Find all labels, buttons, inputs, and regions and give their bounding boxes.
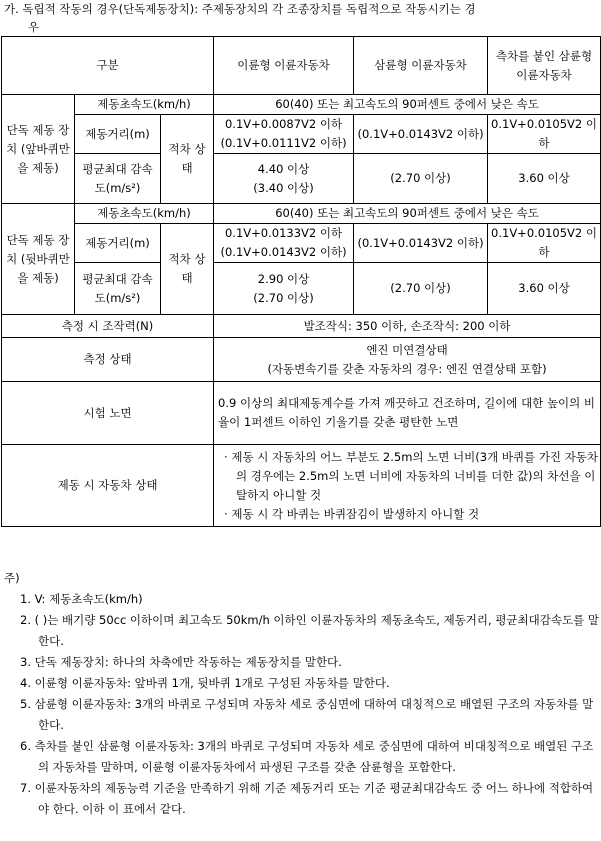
vehicle-bullet-1: · 제동 시 자동차의 어느 부분도 2.5m의 노면 너비(3개 바퀴를 가진 자동차의 경우에는 2.5m의 노면 너비에 자동차의 너비를 더한 값)의 차선을 이탈하지 아니할 것 [224,449,599,502]
table-row [2,315,601,338]
rear-decel-col2: (2.70 이상) [354,263,488,315]
front-decel-col1-b: (3.40 이상) [253,180,314,195]
rear-distance-col1-b: (0.1V+0.0143V2 이하) [220,245,347,259]
header-category: 구분 [2,37,214,95]
table-row [2,338,601,382]
rear-distance-col1 [214,224,354,263]
table-row [2,95,601,115]
table-row [2,154,601,204]
rear-decel-col1-b: (2.70 이상) [253,290,314,305]
rear-decel-col1-a: 2.90 이상 [257,271,310,286]
note-item: 2. ( )는 배기량 50cc 이하이며 최고속도 50km/h 이하인 이륜자동차의 제동초속도, 제동거리, 평균최대감속도를 말한다. [20,613,599,648]
table-row [2,263,601,315]
front-distance-col2: (0.1V+0.0143V2 이하) [354,115,488,154]
rear-decel-col1 [214,263,354,315]
measure-value [214,338,601,382]
notes-list [0,589,601,820]
header-sidecar: 측차를 붙인 삼륜형 이륜자동차 [488,37,601,95]
force-label: 측정 시 조작력(N) [2,315,214,338]
header-three-wheel: 삼륜형 이륜자동차 [354,37,488,95]
notes-section [0,568,601,820]
front-state-label: 적차 상태 [161,115,214,204]
rear-init-speed-value: 60(40) 또는 최고속도의 90퍼센트 중에서 낮은 속도 [214,204,601,224]
front-init-speed-value: 60(40) 또는 최고속도의 90퍼센트 중에서 낮은 속도 [214,95,601,115]
rear-decel-col3: 3.60 이상 [488,263,601,315]
note-item: 5. 삼륜형 이륜자동차: 3개의 바퀴로 구성되며 자동차 세로 중심면에 대하여 대칭적으로 배열된 구조의 자동차를 말한다. [20,697,594,732]
measure-line-2: (자동변속기를 갖춘 자동차의 경우: 엔진 연결상태 포함) [267,361,547,376]
note-item: 1. V: 제동초속도(km/h) [20,592,143,606]
heading-line-1: 가. 독립적 작동의 경우(단독제동장치): 주제동장치의 각 조종장치를 독립적으로 작동시키는 경 [4,2,476,16]
rear-init-speed-label: 제동초속도(km/h) [75,204,214,224]
note-item: 4. 이륜형 이륜자동차: 앞바퀴 1개, 뒷바퀴 1개로 구성된 자동차를 말한다. [20,676,390,690]
vehicle-value [214,445,601,527]
front-decel-col1 [214,154,354,204]
table-row [2,204,601,224]
table-header-row [2,37,601,95]
front-distance-col3: 0.1V+0.0105V2 이하 [488,115,601,154]
front-distance-col1-a: 0.1V+0.0087V2 이하 [224,117,343,131]
force-value: 발조작식: 350 이하, 손조작식: 200 이하 [214,315,601,338]
rear-distance-col3: 0.1V+0.0105V2 이하 [488,224,601,263]
heading-line-2: 우 [28,20,40,34]
front-group-label: 단독 제동 장치 (앞바퀴만을 제동) [2,95,75,204]
front-decel-label: 평균최대 감속도(m/s²) [75,154,161,204]
table-row [2,224,601,263]
rear-distance-col1-a: 0.1V+0.0133V2 이하 [224,226,343,240]
front-init-speed-label: 제동초속도(km/h) [75,95,214,115]
note-item: 6. 측차를 붙인 삼륜형 이륜자동차: 3개의 바퀴로 구성되며 자동차 세로 중심면에 대하여 비대칭적으로 배열된 구조의 자동차를 말하며, 이륜형 이륜자동차에서 파생된 구조를 갖춘 삼륜형을 포함한다. [20,739,594,774]
front-distance-col1-b: (0.1V+0.0111V2 이하) [220,136,347,150]
front-distance-label: 제동거리(m) [75,115,161,154]
rear-state-label: 적차 상태 [161,224,214,315]
rear-distance-label: 제동거리(m) [75,224,161,263]
road-label: 시험 노면 [2,382,214,445]
rear-group-label: 단독 제동 장치 (뒷바퀴만을 제동) [2,204,75,315]
notes-title: 주) [4,571,20,585]
front-decel-col3: 3.60 이상 [488,154,601,204]
header-two-wheel: 이륜형 이륜자동차 [214,37,354,95]
road-value: 0.9 이상의 최대제동계수를 가져 깨끗하고 건조하며, 길이에 대한 높이의 비율이 1퍼센트 이하인 기울기를 갖춘 평탄한 노면 [214,382,601,445]
front-decel-col1-a: 4.40 이상 [257,161,310,176]
braking-standard-table [1,36,601,527]
measure-line-1: 엔진 미연결상태 [366,342,448,357]
section-heading [4,0,600,36]
table-row [2,115,601,154]
table-row [2,445,601,527]
measure-label: 측정 상태 [2,338,214,382]
table-row [2,382,601,445]
rear-distance-col2: (0.1V+0.0143V2 이하) [354,224,488,263]
vehicle-bullet-2: · 제동 시 각 바퀴는 바퀴잠김이 발생하지 아니할 것 [224,506,480,521]
note-item: 3. 단독 제동장치: 하나의 차축에만 작동하는 제동장치를 말한다. [20,655,342,669]
note-item: 7. 이륜자동차의 제동능력 기준을 만족하기 위해 기준 제동거리 또는 기준 평균최대감속도 중 어느 하나에 적합하여야 한다. 이하 이 표에서 같다. [20,781,594,816]
front-decel-col2: (2.70 이상) [354,154,488,204]
rear-decel-label: 평균최대 감속도(m/s²) [75,263,161,315]
front-distance-col1 [214,115,354,154]
vehicle-label: 제동 시 자동차 상태 [2,445,214,527]
